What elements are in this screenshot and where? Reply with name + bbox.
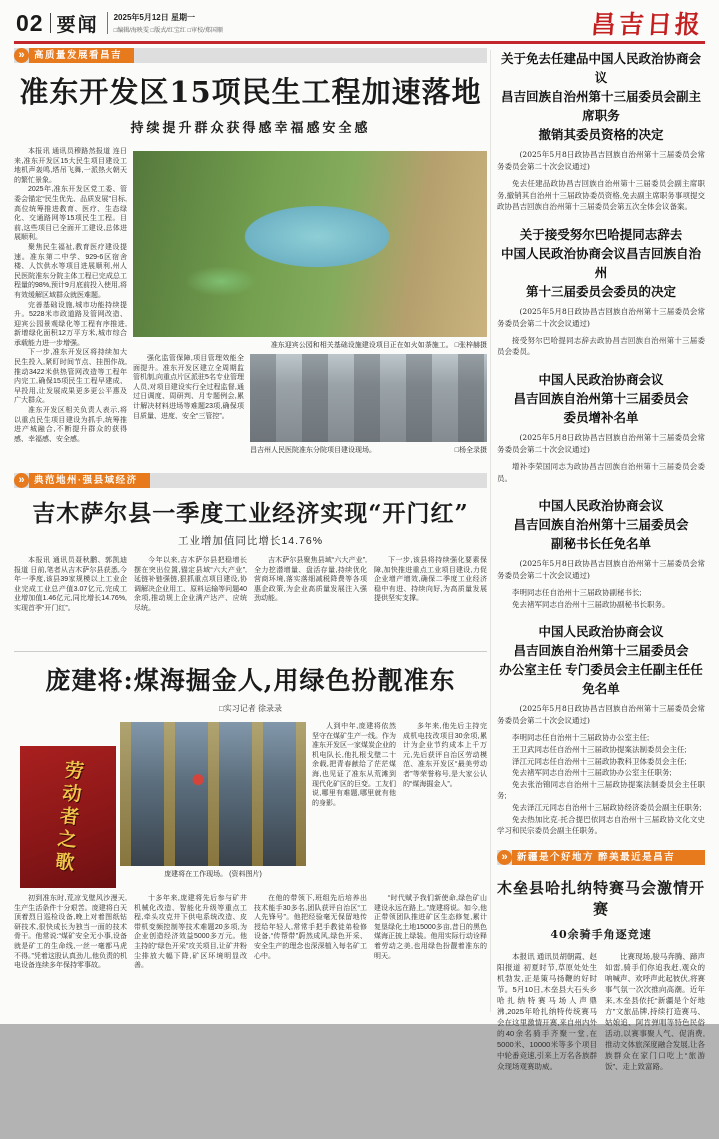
paragraph: 王卫武同志任自治州十三届政协提案法制委员会主任; (512, 744, 687, 754)
article2-body (14, 556, 487, 644)
photo-credit: □杨全录摄 (454, 447, 487, 454)
paragraph: 免去任建品政协昌吉回族自治州第十三届委员会副主席职务,撤销其自治州十三届政协委员资格,免去副主席职务事项提交政协昌吉回族自治州第十三届委员会第五次全体会议备案。 (497, 179, 705, 212)
meeting-note: (2025年5月8日政协昌吉回族自治州第十三届委员会常务委员会第二十次会议通过) (497, 432, 705, 454)
paragraph: 完善基础设施,城市功能持续提升。5228米市政道路及管网改造、迎宾公园景观绿化等工程有序推进,新增绿化面积12万平方米,城市综合承载能力进一步增强。 (14, 301, 127, 347)
title-line: 昌吉回族自治州第十三届委员会 (513, 518, 689, 533)
badge-label: 典范地州·强县域经济 (29, 473, 150, 488)
article3-column-4 (374, 894, 487, 1040)
badge-label: 高质量发展看昌吉 (29, 48, 134, 63)
staff-credits: □编辑/海映雯 □版式/红宝红 □审校/郑国顺 (113, 28, 223, 34)
horse-article-subtitle: 40余骑手角逐竞速 (550, 927, 652, 941)
paragraph: 2025年,准东开发区党工委、管委会锚定“民生优先、品质发展”目标,高位统筹推进教育、医疗、生态绿化、交通路网等15项民生工程。目前,这些项目已全面开工建设,总体进展顺利。 (14, 186, 127, 242)
caption-text: 准东迎宾公园和相关基础设施建设项目正在如火如荼施工。 (270, 342, 453, 349)
paragraph: 接受努尔巴哈提同志辞去政协昌吉回族自治州第十三届委员会委员。 (497, 335, 705, 357)
paragraph: 下一步,该县将持续强化要素保障,加快推进重点工业项目建设,力促企业增产增效,确保二季度工业经济稳中有进、持续向好,为高质量发展提供坚实支撑。 (374, 557, 487, 603)
article3-column-a (312, 722, 396, 888)
article2-headline: 吉木萨尔县一季度工业经济实现“开门红” (32, 500, 469, 527)
article3-byline: □实习记者 徐录录 (218, 704, 283, 713)
title-line: 副秘书长任免名单 (550, 537, 651, 552)
decision-body (497, 461, 705, 484)
photo1-caption (133, 340, 487, 350)
horse-article-body (497, 951, 705, 1139)
title-line: 委员增补名单 (563, 410, 639, 425)
horse-column-1 (497, 951, 597, 1139)
decision-title (497, 497, 705, 554)
paragraph: 本报讯 通讯员胡朝霞、赵阳报道 初夏时节,草原处处生机勃发,正是策马扬鞭的好时节。5月10日,木垒县大石头乡哈扎纳特赛马场人声鼎沸,2025年哈扎纳特传统赛马会在这里激情开赛,来自州内外的40余名骑手齐聚一堂,在5000米、10000米等多个项目中轮番竞速,引来上万名各族群众现场观赛助威。 (497, 951, 597, 1071)
article1-column-2 (133, 354, 244, 462)
section-badge-county-economy (14, 473, 487, 488)
decision-body (497, 335, 705, 358)
article3-bottom-row (14, 894, 487, 1040)
paragraph: 下一步,准东开发区将持续加大民生投入,紧盯时间节点、挂图作战,推动3422米供热管网改造等工程年内完工,确保15项民生工程早建成、早投用,让发展成果更多更公平惠及广大群众。 (14, 349, 127, 405)
title-line: 关于免去任建品中国人民政治协商会议 (500, 52, 701, 85)
paragraph: 免去泽江元同志自治州十三届政协经济委员会副主任职务; (512, 802, 702, 812)
title-line: 中国人民政治协商会议 (538, 372, 664, 387)
article2-subtitle: 工业增加值同比增长14.76% (177, 535, 324, 547)
title-line: 昌吉回族自治州第十三届委员会 (513, 391, 689, 406)
paragraph: 李明同志任自治州十三届政协副秘书长; (512, 588, 642, 598)
title-line: 撤销其委员资格的决定 (538, 128, 664, 142)
paragraph: 增补李荣国同志为政协昌吉回族自治州第十三届委员会委员。 (497, 461, 705, 483)
photo2-caption (250, 445, 487, 455)
article-divider (14, 651, 487, 652)
decision-body (497, 587, 705, 610)
paragraph: 免去张治锦同志自治州十三届政协提案法制委员会主任职务; (497, 779, 705, 801)
article1-subtitle: 持续提升群众获得感幸福感安全感 (130, 121, 371, 136)
paragraph: 准东开发区相关负责人表示,将以重点民生项目建设为抓手,统筹推进产城融合,不断提升群众的获得感、幸福感、安全感。 (14, 407, 127, 443)
article3-column-b (403, 722, 487, 888)
issue-date: 2025年5月12日 星期一 (113, 13, 195, 22)
article1-body (14, 147, 487, 462)
meeting-note: (2025年5月8日政协昌吉回族自治州第十三届委员会常务委员会第二十次会议通过) (497, 704, 705, 726)
title-line: 办公室主任 专门委员会主任副主任任免名单 (499, 663, 703, 697)
masthead-logo: 昌吉日报 (589, 10, 704, 39)
decision-title (497, 226, 705, 302)
chevron-right-icon: » (14, 473, 29, 488)
article2-column-1 (14, 556, 127, 644)
title-line: 第十三届委员会委员的决定 (525, 284, 676, 299)
decision-item-1 (497, 50, 705, 213)
paragraph: 强化监管保障,项目管理效能全面提升。准东开发区建立全周期监管机制,向重点片区派驻5名专业管理人员,对项目建设实行全过程监督,通过日调度、周研判、月专题例会,累计解决材料进场等难题23项,确保项目质量、进度、安全“三管控”。 (133, 355, 244, 420)
header-rule (14, 41, 705, 44)
title-line: 中国人民政治协商会议昌吉回族自治州 (500, 246, 701, 280)
article3-column-2 (134, 894, 247, 1040)
edition-number: 02 (16, 9, 44, 36)
photo-credit: □张梓赫摄 (454, 342, 487, 349)
decision-item-5 (497, 623, 705, 836)
title-line: 昌吉回族自治州第十三届委员会副主席职务 (500, 90, 701, 123)
paragraph: 免去热加比克·托合提巴依同志自治州十三届政协文化文史学习和民宗委员会副主任职务。 (497, 814, 705, 836)
paragraph: 多年来,他先后主持完成机电技改项目30余项,累计为企业节约成本上千万元,先后获评自治区劳动模范、准东开发区“最美劳动者”等荣誉称号,是大家公认的“煤海掘金人”。 (403, 723, 487, 788)
title-line: 关于接受努尔巴哈提同志辞去 (519, 227, 683, 242)
paragraph: 免去褚军同志自治州十三届政协副秘书长职务。 (512, 599, 670, 609)
paragraph: 吉木萨尔县聚焦县域“六大产业”,全力挖潜增量、盘活存量,持续优化营商环境,落实落细减税降费等各项惠企政策,为企业高质量发展注入强劲动能。 (254, 557, 367, 603)
photo-hospital-construction (250, 354, 487, 442)
header-divider (50, 13, 51, 33)
paragraph: 今年以来,吉木萨尔县把稳增长摆在突出位置,锚定县域“六大产业”,延链补链强链,狠抓重点项目建设,协调解决企业用工、原料运输等问题40余项,推动规上企业满产达产、应统尽统。 (134, 557, 247, 612)
title-line: 中国人民政治协商会议 (538, 625, 664, 640)
meeting-note: (2025年5月8日政协昌吉回族自治州第十三届委员会常务委员会第二十次会议通过) (497, 559, 705, 581)
photo-park-aerial (133, 151, 487, 337)
decision-title (497, 623, 705, 699)
horse-article-headline: 木垒县哈扎纳特赛马会激情开赛 (497, 879, 706, 918)
caption-text: 昌吉州人民医院准东分院项目建设现场。 (250, 447, 376, 454)
badge-label: 新疆是个好地方 醉美最近是昌吉 (512, 850, 705, 865)
meeting-note: (2025年5月8日政协昌吉回族自治州第十三届委员会常务委员会第二十次会议通过) (497, 306, 705, 328)
main-column (14, 48, 487, 1040)
banner-calligraphy-text: 劳动者之歌 (50, 758, 85, 876)
title-line: 中国人民政治协商会议 (538, 499, 664, 514)
side-column (497, 50, 705, 1139)
paragraph: 免去褚军同志自治州十三届政协办公室主任职务; (512, 768, 672, 778)
article1-column-1 (14, 147, 127, 462)
chevron-right-icon: » (497, 850, 512, 865)
decision-item-3 (497, 371, 705, 484)
decision-title (497, 371, 705, 428)
decision-body (497, 732, 705, 836)
article3-headline: 庞建将:煤海掘金人,用绿色扮靓准东 (45, 666, 456, 695)
article3-column-3 (254, 894, 367, 1040)
paragraph: 本报讯 通讯员穆路然报道 连日来,准东开发区15大民生项目建设工地机声轰鸣,塔吊飞舞,一派热火朝天的繁忙景象。 (14, 148, 127, 184)
article2-column-3 (254, 556, 367, 644)
article3-top-row (14, 722, 487, 890)
paragraph: 初到准东时,荒凉戈壁风沙漫天,生产生活条件十分艰苦。庞建将白天顶着烈日巡检设备,晚上对着图纸钻研技术,很快成长为独当一面的技术骨干。他常说:“煤矿安全无小事,设备就是矿工的生命线,一丝一毫都马虎不得。”凭着这股认真劲儿,他负责的机电设备连续多年保持零事故。 (14, 895, 127, 970)
model-worker-banner (20, 746, 116, 888)
decision-title (497, 50, 705, 145)
photo-credit: (资料图片) (229, 871, 262, 878)
paragraph: 十多年来,庞建将先后参与矿井机械化改造、智能化升级等重点工程,牵头攻克井下供电系统改造、皮带机变频控制等技术难题20多项,为企业创造经济效益5000多万元。他主持的“绿色开采”攻关项目,让矿井粉尘排放大幅下降,矿区环境明显改善。 (134, 895, 247, 970)
decision-body (497, 178, 705, 213)
paragraph: “时代赋予我们新使命,绿色矿山建设永远在路上。”庞建将说。如今,他正带领团队推进矿区生态修复,累计复垦绿化土地15000多亩,昔日的黑色煤海正披上绿装。他用实际行动诠释着劳动之美,也用绿色扮靓着准东的明天。 (374, 895, 487, 960)
paragraph: 李明同志任自治州十三届政协办公室主任; (512, 733, 650, 743)
paragraph: 比赛现场,骏马奔腾、蹄声如雷,骑手们你追我赶,观众的呐喊声、欢呼声此起彼伏,将赛事气氛一次次推向高潮。近年来,木垒县依托“新疆是个好地方”文旅品牌,持续打造赛马、姑娘追、阿肯弹唱等特色民俗活动,以赛事聚人气、促消费,推动文体旅深度融合发展,让各族群众在家门口吃上“旅游饭”、走上致富路。 (605, 951, 705, 1071)
meeting-note: (2025年5月8日政协昌吉回族自治州第十三届委员会常务委员会第二十次会议通过) (497, 150, 705, 171)
page-header (16, 8, 703, 38)
section-name: 要闻 (56, 14, 99, 36)
article1-headline: 准东开发区15项民生工程加速落地 (19, 75, 482, 109)
article3-column-1 (14, 894, 127, 1040)
section-badge-development (14, 48, 487, 63)
paragraph: 在他的带领下,班组先后培养出技术能手30多名,团队获评自治区“工人先锋号”。他把经验毫无保留地传授给年轻人,常常手把手教徒弟检修设备,“传帮带”蔚然成风,绿色开采、安全生产的理念也深深植入每名矿工心中。 (254, 895, 367, 960)
section-badge-xinjiang (497, 850, 705, 865)
paragraph: 本报讯 通讯员聂秋鹏、郭凯迪报道 日前,笔者从吉木萨尔县获悉,今年一季度,该县39家规模以上工业企业完成工业总产值3.07亿元,完成工业增加值1.46亿元,同比增长14.76%,实现首季“开门红”。 (14, 557, 127, 612)
header-meta (107, 12, 223, 34)
paragraph: 聚焦民生福祉,教育医疗建设提速。准东第二中学、929-6区宿舍楼、人饮供水等项目进展顺利,州人民医院准东分院主体工程已完成总工程量的98%,预计9月底前投入使用,将有效缓解区域群众就医难题。 (14, 243, 127, 299)
paragraph: 人到中年,庞建将依然坚守在煤矿生产一线。作为准东开发区一家煤炭企业的机电队长,他扎根戈壁二十余载,把青春献给了茫茫煤海,也见证了准东从荒滩到现代化矿区的巨变。工友们说,哪里有难题,哪里就有他的身影。 (312, 723, 396, 807)
caption-text: 庞建将在工作现场。 (164, 871, 228, 878)
decision-item-4 (497, 497, 705, 610)
photo3-caption (120, 869, 306, 879)
article2-column-4 (374, 556, 487, 644)
title-line: 昌吉回族自治州第十三届委员会 (513, 644, 689, 659)
chevron-right-icon: » (14, 48, 29, 63)
paragraph: 泽江元同志任自治州十三届政协教科卫体委员会主任; (512, 756, 687, 766)
article3-top-columns (312, 722, 487, 888)
photo-miner-at-site (120, 722, 306, 866)
article2-column-2 (134, 556, 247, 644)
column-separator (490, 50, 491, 1012)
horse-column-2 (605, 951, 705, 1139)
decision-item-2 (497, 226, 705, 358)
